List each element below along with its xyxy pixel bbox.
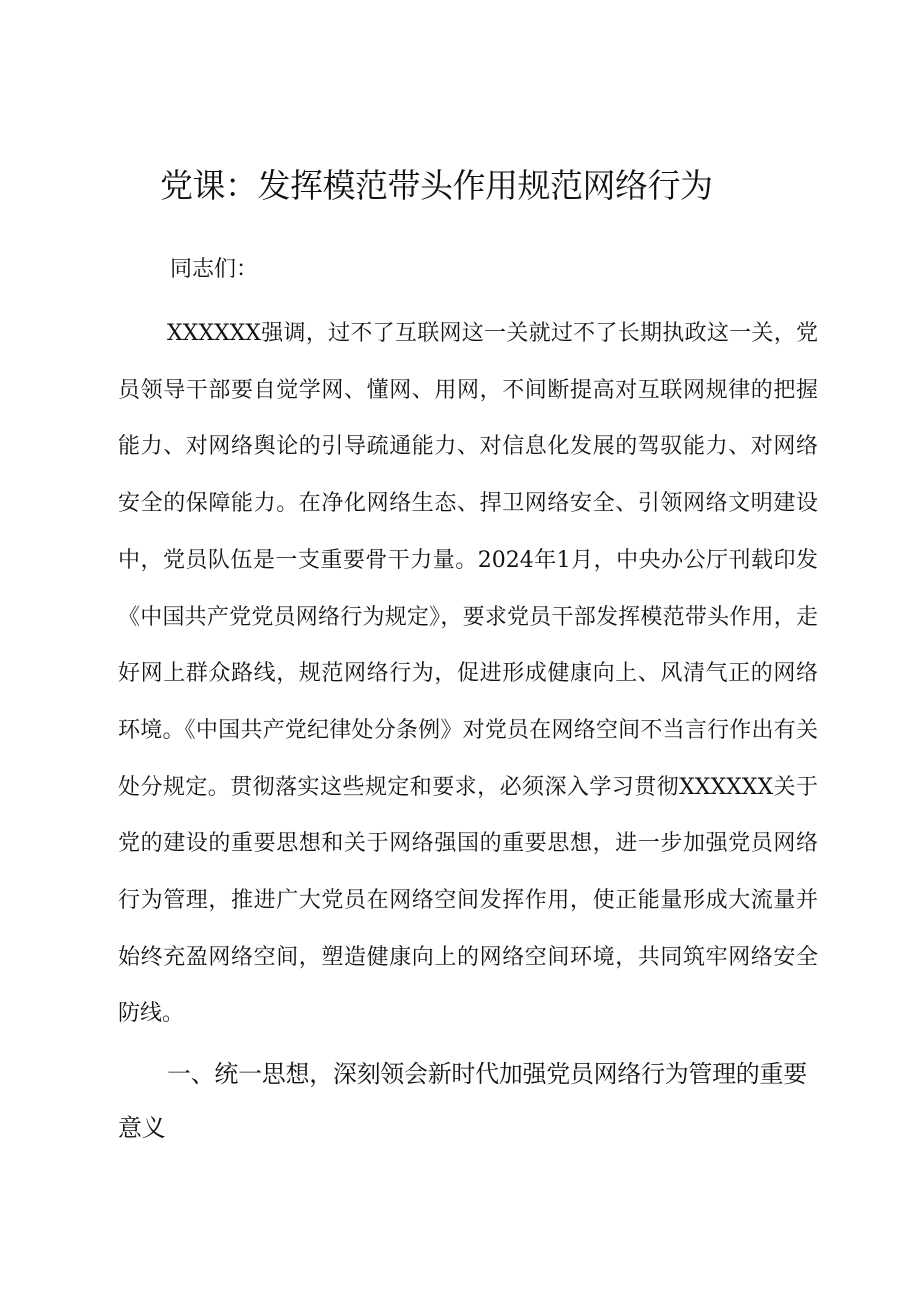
- body-paragraph: XXXXXX强调，过不了互联网这一关就过不了长期执政这一关，党员领导干部要自觉学网、懂网、用网，不间断提高对互联网规律的把握能力、对网络舆论的引导疏通能力、对信息化发展的驾驭能力、对网络安全的保障能力。在净化网络生态、捍卫网络安全、引领网络文明建设中，党员队伍是一支重要骨干力量。2024年1月，中央办公厅刊载印发《中国共产党党员网络行为规定》，要求党员干部发挥模范带头作用，走好网上群众路线，规范网络行为，促进形成健康向上、风清气正的网络环境。《中国共产党纪律处分条例》对党员在网络空间不当言行作出有关处分规定。贯彻落实这些规定和要求，必须深入学习贯彻XXXXXX关于党的建设的重要思想和关于网络强国的重要思想，进一步加强党员网络行为管理，推进广大党员在网络空间发挥作用，使正能量形成大流量并始终充盈网络空间，塑造健康向上的网络空间环境，共同筑牢网络安全防线。: [118, 321, 818, 1027]
- section-heading: 一、统一思想，深刻领会新时代加强党员网络行为管理的重要意义: [118, 1060, 807, 1142]
- salutation: 同志们：: [170, 257, 259, 282]
- document-title: 党课：发挥模范带头作用规范网络行为: [160, 166, 713, 205]
